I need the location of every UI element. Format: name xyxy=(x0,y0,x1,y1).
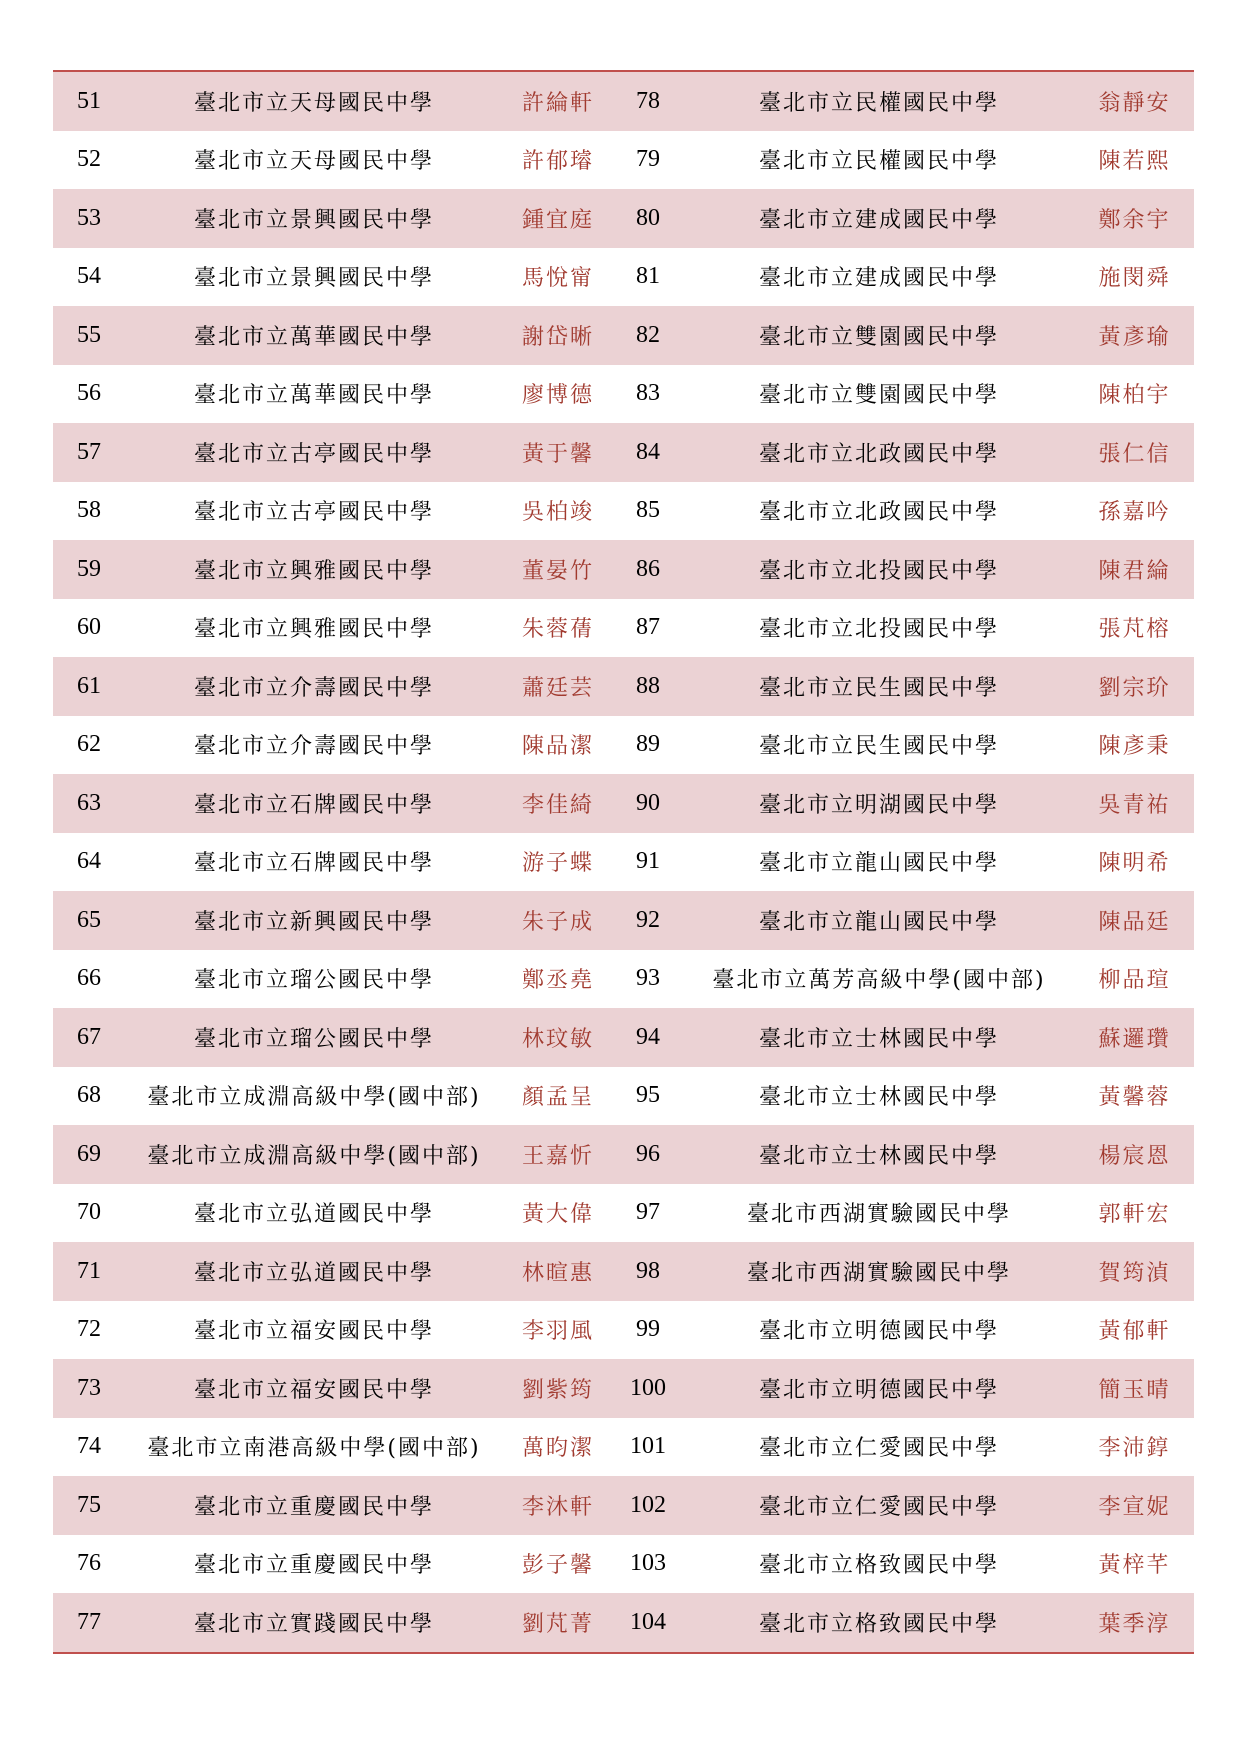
right-school-name: 臺北市立民權國民中學 xyxy=(683,71,1075,131)
left-student-name: 董晏竹 xyxy=(503,540,613,599)
left-school-name: 臺北市立實踐國民中學 xyxy=(125,1593,503,1653)
left-school-name: 臺北市立福安國民中學 xyxy=(125,1359,503,1418)
left-school-name: 臺北市立介壽國民中學 xyxy=(125,657,503,716)
right-school-name: 臺北市立士林國民中學 xyxy=(758,1085,999,1111)
left-student-name: 林暄惠 xyxy=(503,1242,613,1301)
left-entry-number: 63 xyxy=(53,774,125,833)
right-student-name: 簡玉晴 xyxy=(1075,1359,1194,1418)
right-school-name: 臺北市立明德國民中學 xyxy=(683,1359,1075,1418)
right-student-name: 陳柏宇 xyxy=(1098,383,1171,409)
left-student-name: 許郁璿 xyxy=(521,149,594,175)
left-school-name: 臺北市立天母國民中學 xyxy=(193,149,434,175)
table-row xyxy=(53,423,1194,482)
right-student-name: 黃梓芊 xyxy=(1098,1553,1171,1579)
right-school-name: 臺北市立雙園國民中學 xyxy=(683,306,1075,365)
table-row xyxy=(53,891,1194,950)
left-student-name: 萬昀潔 xyxy=(521,1436,594,1462)
right-entry-number: 99 xyxy=(636,1316,660,1343)
left-student-name: 顏孟呈 xyxy=(521,1085,594,1111)
right-school-name: 臺北市立萬芳高級中學(國中部) xyxy=(712,968,1046,994)
left-student-name: 謝岱晰 xyxy=(503,306,613,365)
left-entry-number: 57 xyxy=(53,423,125,482)
left-student-name: 朱蓉蒨 xyxy=(521,617,594,643)
left-student-name: 劉芃菁 xyxy=(503,1593,613,1653)
table-row xyxy=(53,540,1194,599)
left-entry-number: 71 xyxy=(53,1242,125,1301)
right-school-name: 臺北市西湖實驗國民中學 xyxy=(683,1242,1075,1301)
left-student-name: 李沐軒 xyxy=(503,1476,613,1535)
right-student-name: 李宣妮 xyxy=(1075,1476,1194,1535)
left-entry-number: 51 xyxy=(53,71,125,131)
left-school-name: 臺北市立新興國民中學 xyxy=(125,891,503,950)
right-entry-number: 87 xyxy=(636,614,660,641)
right-student-name: 張仁信 xyxy=(1075,423,1194,482)
right-student-name: 黃郁軒 xyxy=(1098,1319,1171,1345)
right-school-name: 臺北市立北投國民中學 xyxy=(683,540,1075,599)
right-entry-number: 94 xyxy=(613,1008,683,1067)
left-entry-number: 60 xyxy=(77,614,101,641)
right-entry-number: 90 xyxy=(613,774,683,833)
table-row xyxy=(53,950,1194,1009)
left-entry-number: 70 xyxy=(77,1199,101,1226)
left-entry-number: 69 xyxy=(53,1125,125,1184)
right-student-name: 楊宸恩 xyxy=(1075,1125,1194,1184)
table-row xyxy=(53,1593,1194,1653)
table-row xyxy=(53,482,1194,541)
right-student-name: 柳品瑄 xyxy=(1098,968,1171,994)
left-entry-number: 62 xyxy=(77,731,101,758)
right-entry-number: 98 xyxy=(613,1242,683,1301)
right-student-name: 郭軒宏 xyxy=(1098,1202,1171,1228)
left-entry-number: 73 xyxy=(53,1359,125,1418)
left-student-name: 李佳綺 xyxy=(503,774,613,833)
left-school-name: 臺北市立瑠公國民中學 xyxy=(125,1008,503,1067)
left-entry-number: 58 xyxy=(77,497,101,524)
left-entry-number: 68 xyxy=(77,1082,101,1109)
table-row xyxy=(53,1301,1194,1360)
table-row xyxy=(53,306,1194,365)
right-school-name: 臺北市立士林國民中學 xyxy=(683,1125,1075,1184)
table-row xyxy=(53,131,1194,190)
right-school-name: 臺北市立北政國民中學 xyxy=(758,500,999,526)
left-school-name: 臺北市立天母國民中學 xyxy=(125,71,503,131)
table-row xyxy=(53,599,1194,658)
left-student-name: 朱子成 xyxy=(503,891,613,950)
left-student-name: 彭子馨 xyxy=(521,1553,594,1579)
right-school-name: 臺北市立仁愛國民中學 xyxy=(683,1476,1075,1535)
right-entry-number: 100 xyxy=(613,1359,683,1418)
right-school-name: 臺北市立格致國民中學 xyxy=(683,1593,1075,1653)
right-student-name: 施閔舜 xyxy=(1098,266,1171,292)
table-row xyxy=(53,716,1194,775)
right-student-name: 陳明希 xyxy=(1098,851,1171,877)
left-entry-number: 53 xyxy=(53,189,125,248)
right-school-name: 臺北市立仁愛國民中學 xyxy=(758,1436,999,1462)
right-student-name: 翁靜安 xyxy=(1075,71,1194,131)
left-school-name: 臺北市立重慶國民中學 xyxy=(193,1553,434,1579)
right-entry-number: 78 xyxy=(613,71,683,131)
right-student-name: 陳彥秉 xyxy=(1098,734,1171,760)
left-student-name: 吳柏竣 xyxy=(521,500,594,526)
right-student-name: 劉宗玠 xyxy=(1075,657,1194,716)
left-student-name: 馬悅甯 xyxy=(521,266,594,292)
right-student-name: 孫嘉吟 xyxy=(1098,500,1171,526)
right-student-name: 鄭余宇 xyxy=(1075,189,1194,248)
left-entry-number: 76 xyxy=(77,1550,101,1577)
left-entry-number: 75 xyxy=(53,1476,125,1535)
table-row xyxy=(53,833,1194,892)
right-entry-number: 102 xyxy=(613,1476,683,1535)
table-row xyxy=(53,1535,1194,1594)
left-entry-number: 55 xyxy=(53,306,125,365)
table-row xyxy=(53,1476,1194,1535)
left-student-name: 許綸軒 xyxy=(503,71,613,131)
left-school-name: 臺北市立萬華國民中學 xyxy=(193,383,434,409)
right-student-name: 黃彥瑜 xyxy=(1075,306,1194,365)
left-school-name: 臺北市立重慶國民中學 xyxy=(125,1476,503,1535)
left-school-name: 臺北市立興雅國民中學 xyxy=(193,617,434,643)
right-entry-number: 84 xyxy=(613,423,683,482)
left-entry-number: 52 xyxy=(77,146,101,173)
left-student-name: 黃于馨 xyxy=(503,423,613,482)
right-school-name: 臺北市立龍山國民中學 xyxy=(683,891,1075,950)
left-student-name: 李羽風 xyxy=(521,1319,594,1345)
left-student-name: 鄭丞堯 xyxy=(521,968,594,994)
right-student-name: 陳若熙 xyxy=(1098,149,1171,175)
right-school-name: 臺北市立建成國民中學 xyxy=(683,189,1075,248)
right-school-name: 臺北市立雙園國民中學 xyxy=(758,383,999,409)
right-entry-number: 82 xyxy=(613,306,683,365)
roster-table xyxy=(53,70,1194,1654)
right-school-name: 臺北市西湖實驗國民中學 xyxy=(746,1202,1011,1228)
right-student-name: 陳品廷 xyxy=(1075,891,1194,950)
right-entry-number: 95 xyxy=(636,1082,660,1109)
right-entry-number: 83 xyxy=(636,380,660,407)
left-entry-number: 65 xyxy=(53,891,125,950)
left-school-name: 臺北市立瑠公國民中學 xyxy=(193,968,434,994)
table-row xyxy=(53,657,1194,716)
right-entry-number: 86 xyxy=(613,540,683,599)
left-school-name: 臺北市立石牌國民中學 xyxy=(125,774,503,833)
left-student-name: 林玟敏 xyxy=(503,1008,613,1067)
left-school-name: 臺北市立石牌國民中學 xyxy=(193,851,434,877)
table-row xyxy=(53,365,1194,424)
table-row xyxy=(53,774,1194,833)
left-school-name: 臺北市立成淵高級中學(國中部) xyxy=(125,1125,503,1184)
left-entry-number: 64 xyxy=(77,848,101,875)
right-entry-number: 96 xyxy=(613,1125,683,1184)
left-entry-number: 54 xyxy=(77,263,101,290)
right-entry-number: 97 xyxy=(636,1199,660,1226)
left-student-name: 廖博德 xyxy=(521,383,594,409)
table-row xyxy=(53,1125,1194,1184)
left-school-name: 臺北市立景興國民中學 xyxy=(125,189,503,248)
right-student-name: 賀筠湞 xyxy=(1075,1242,1194,1301)
right-school-name: 臺北市立北投國民中學 xyxy=(758,617,999,643)
right-school-name: 臺北市立格致國民中學 xyxy=(758,1553,999,1579)
right-student-name: 張芃榕 xyxy=(1098,617,1171,643)
right-entry-number: 85 xyxy=(636,497,660,524)
right-entry-number: 92 xyxy=(613,891,683,950)
right-school-name: 臺北市立建成國民中學 xyxy=(758,266,999,292)
right-student-name: 黃馨蓉 xyxy=(1098,1085,1171,1111)
table-row xyxy=(53,1008,1194,1067)
right-entry-number: 79 xyxy=(636,146,660,173)
left-school-name: 臺北市立南港高級中學(國中部) xyxy=(147,1436,481,1462)
roster-sheet xyxy=(53,70,1194,1654)
right-entry-number: 93 xyxy=(636,965,660,992)
right-entry-number: 103 xyxy=(630,1550,666,1577)
table-row xyxy=(53,189,1194,248)
left-school-name: 臺北市立福安國民中學 xyxy=(193,1319,434,1345)
table-row xyxy=(53,71,1194,131)
left-entry-number: 74 xyxy=(77,1433,101,1460)
right-student-name: 陳君綸 xyxy=(1075,540,1194,599)
table-row xyxy=(53,1242,1194,1301)
left-school-name: 臺北市立古亭國民中學 xyxy=(125,423,503,482)
left-school-name: 臺北市立成淵高級中學(國中部) xyxy=(147,1085,481,1111)
table-row xyxy=(53,1184,1194,1243)
left-student-name: 蕭廷芸 xyxy=(503,657,613,716)
left-entry-number: 77 xyxy=(53,1593,125,1653)
left-student-name: 劉紫筠 xyxy=(503,1359,613,1418)
left-entry-number: 61 xyxy=(53,657,125,716)
right-school-name: 臺北市立民權國民中學 xyxy=(758,149,999,175)
right-student-name: 蘇邏瓚 xyxy=(1075,1008,1194,1067)
right-school-name: 臺北市立士林國民中學 xyxy=(683,1008,1075,1067)
left-entry-number: 67 xyxy=(53,1008,125,1067)
left-school-name: 臺北市立弘道國民中學 xyxy=(125,1242,503,1301)
left-school-name: 臺北市立弘道國民中學 xyxy=(193,1202,434,1228)
right-entry-number: 104 xyxy=(613,1593,683,1653)
left-student-name: 鍾宜庭 xyxy=(503,189,613,248)
table-row xyxy=(53,1418,1194,1477)
left-entry-number: 56 xyxy=(77,380,101,407)
table-row xyxy=(53,1067,1194,1126)
left-school-name: 臺北市立景興國民中學 xyxy=(193,266,434,292)
left-student-name: 王嘉忻 xyxy=(503,1125,613,1184)
left-student-name: 黃大偉 xyxy=(521,1202,594,1228)
left-school-name: 臺北市立古亭國民中學 xyxy=(193,500,434,526)
right-student-name: 吳青祐 xyxy=(1075,774,1194,833)
left-school-name: 臺北市立萬華國民中學 xyxy=(125,306,503,365)
right-entry-number: 101 xyxy=(630,1433,666,1460)
right-entry-number: 89 xyxy=(636,731,660,758)
left-student-name: 游子蝶 xyxy=(521,851,594,877)
table-row xyxy=(53,1359,1194,1418)
table-row xyxy=(53,248,1194,307)
right-school-name: 臺北市立民生國民中學 xyxy=(758,734,999,760)
right-school-name: 臺北市立明德國民中學 xyxy=(758,1319,999,1345)
right-entry-number: 81 xyxy=(636,263,660,290)
right-entry-number: 88 xyxy=(613,657,683,716)
left-entry-number: 72 xyxy=(77,1316,101,1343)
right-school-name: 臺北市立北政國民中學 xyxy=(683,423,1075,482)
right-school-name: 臺北市立明湖國民中學 xyxy=(683,774,1075,833)
left-student-name: 陳品潔 xyxy=(521,734,594,760)
right-entry-number: 80 xyxy=(613,189,683,248)
right-school-name: 臺北市立龍山國民中學 xyxy=(758,851,999,877)
left-entry-number: 59 xyxy=(53,540,125,599)
left-school-name: 臺北市立興雅國民中學 xyxy=(125,540,503,599)
right-student-name: 李沛錞 xyxy=(1098,1436,1171,1462)
right-school-name: 臺北市立民生國民中學 xyxy=(683,657,1075,716)
left-entry-number: 66 xyxy=(77,965,101,992)
right-student-name: 葉季淳 xyxy=(1075,1593,1194,1653)
roster-body xyxy=(53,71,1194,1653)
left-school-name: 臺北市立介壽國民中學 xyxy=(193,734,434,760)
right-entry-number: 91 xyxy=(636,848,660,875)
